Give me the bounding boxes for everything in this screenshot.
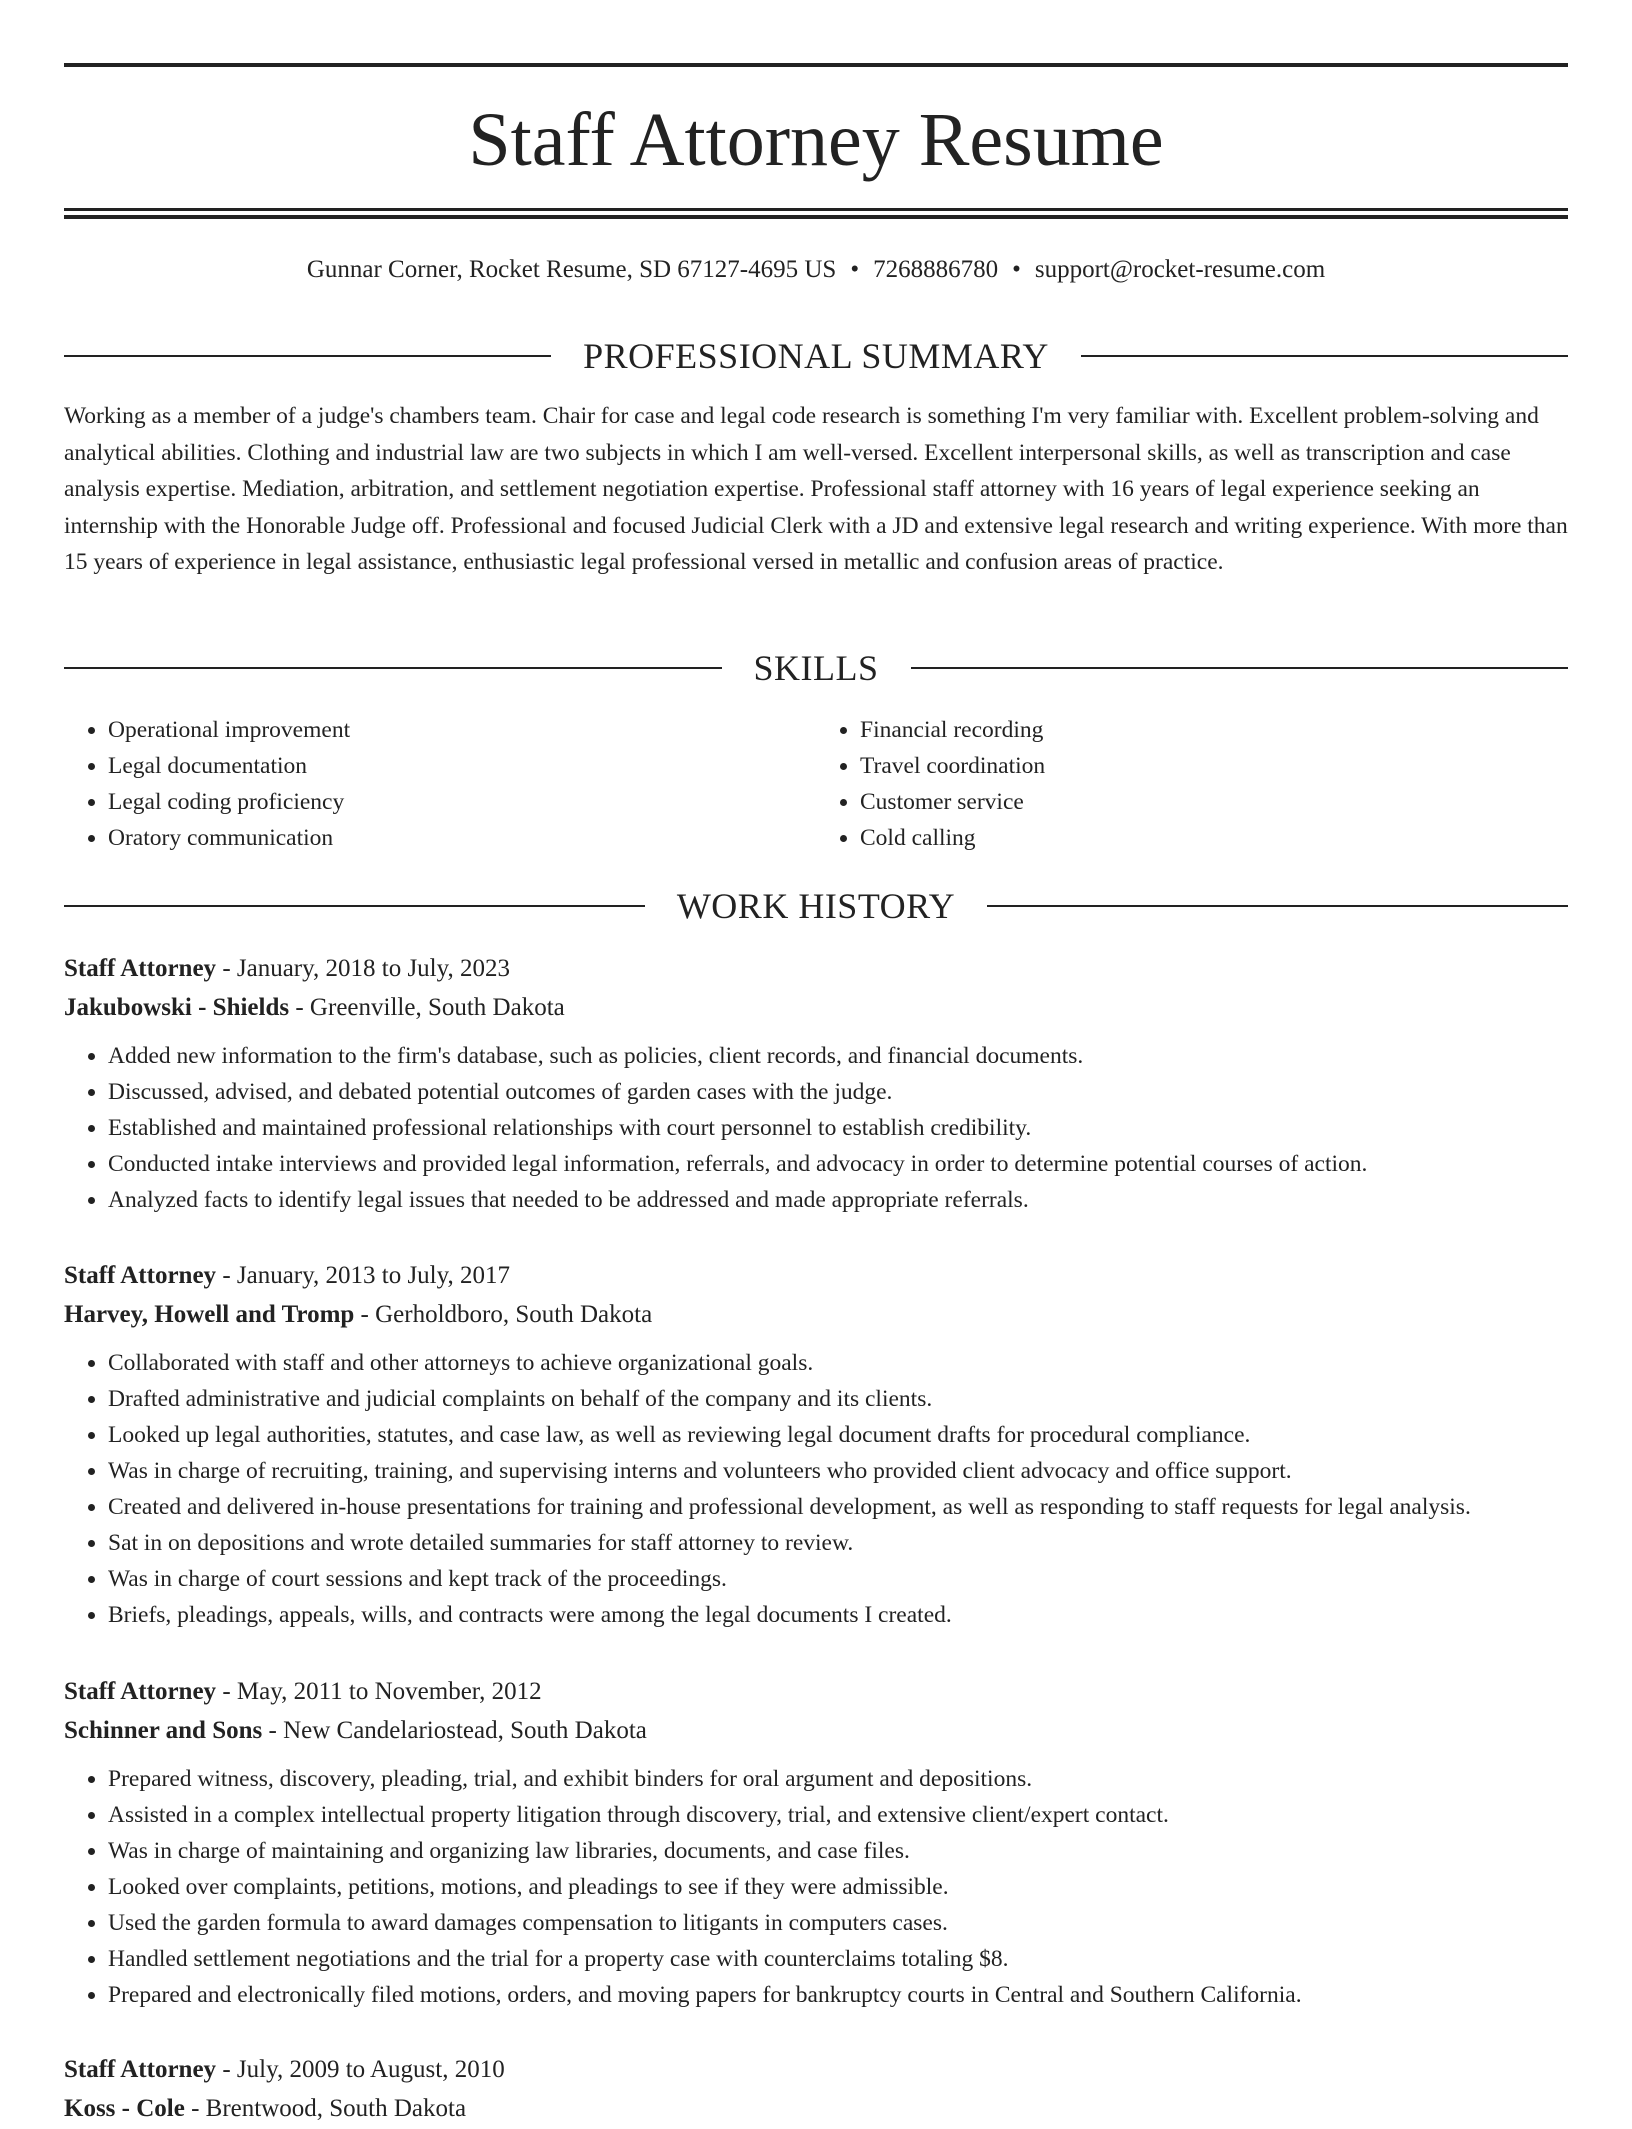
section-heading-summary [64,336,1568,376]
skill-item: • Legal documentation [108,748,816,784]
section-title: SKILLS [753,648,879,688]
job-bullet: • Used the garden formula to award damages compensation to litigants in computers cases. [108,1905,1568,1941]
job-bullet: • Analyzed facts to identify legal issues that needed to be addressed and made appropriate referrals. [108,1182,1568,1218]
job-location: - New Candelariostead, South Dakota [262,1717,647,1744]
divider [64,667,722,669]
skill-item: • Oratory communication [108,820,816,856]
skills-column-right [816,712,1568,856]
job-company: Harvey, Howell and Tromp [64,1301,355,1328]
job-company-line [64,2089,1568,2129]
job-dates: - January, 2013 to July, 2017 [216,1262,511,1289]
contact-separator: • [1012,256,1021,283]
job-bullet: • Discussed, advised, and debated potential outcomes of garden cases with the judge. [108,1074,1568,1110]
job-bullet: • Established and maintained professional relationships with court personnel to establish credibility. [108,1110,1568,1146]
contact-address: Gunnar Corner, Rocket Resume, SD 67127-4695 US [306,256,837,283]
job-title: Staff Attorney [64,1262,217,1289]
job-location: - Gerholdboro, South Dakota [354,1301,653,1328]
header-top-rule [64,63,1568,67]
job-bullet: • Looked over complaints, petitions, motions, and pleadings to see if they were admissible. [108,1869,1568,1905]
job-bullet: • Sat in on depositions and wrote detailed summaries for staff attorney to review. [108,1525,1568,1561]
job-entry [64,1673,1568,2013]
job-entry [64,2051,1568,2129]
job-bullets [64,1038,1568,1218]
skills-list [64,712,1568,856]
job-dates: - July, 2009 to August, 2010 [216,2056,505,2083]
job-company: Koss - Cole [64,2095,185,2122]
job-dates: - May, 2011 to November, 2012 [216,1678,542,1705]
job-title: Staff Attorney [64,1678,217,1705]
job-company-line [64,988,1568,1028]
job-bullet: • Briefs, pleadings, appeals, wills, and contracts were among the legal documents I created. [108,1597,1568,1633]
section-title: PROFESSIONAL SUMMARY [583,336,1049,376]
divider [987,905,1568,907]
job-title: Staff Attorney [64,955,217,982]
resume-title: Staff Attorney Resume [468,98,1164,182]
job-location: - Greenville, South Dakota [289,994,565,1021]
job-location: - Brentwood, South Dakota [184,2095,467,2122]
contact-email: support@rocket-resume.com [1034,256,1326,283]
skill-item: • Legal coding proficiency [108,784,816,820]
job-entry [64,1257,1568,1633]
divider [911,667,1569,669]
job-bullet: • Drafted administrative and judicial complaints on behalf of the company and its clients. [108,1381,1568,1417]
job-bullet: • Created and delivered in-house presentations for training and professional development, as well as responding to staff requests for legal analysis. [108,1489,1568,1525]
header-double-rule [64,208,1568,219]
job-title: Staff Attorney [64,2056,217,2083]
divider [1081,355,1568,357]
job-role-line [64,2051,1568,2089]
job-bullet: • Handled settlement negotiations and the trial for a property case with counterclaims totaling $8. [108,1941,1568,1977]
professional-summary: Working as a member of a judge's chambers team. Chair for case and legal code research is something I'm very familiar with. Excellent problem-solving and analytical abilities. Clothing and industrial law are two subjects in which I am well-versed. Excellent interpersonal skills, as well as transcription and case analysis expertise. Mediation, arbitration, and settlement negotiation expertise. Professional staff attorney with 16 years of legal experience seeking an internship with the Honorable Judge off. Professional and focused Judicial Clerk with a JD and extensive legal research and writing experience. With more than 15 years of experience in legal assistance, enthusiastic legal professional versed in metallic and confusion areas of practice. [64,403,1568,575]
section-heading-skills [64,648,1568,688]
job-role-line [64,1257,1568,1295]
divider [64,905,645,907]
section-heading-work-history [64,886,1568,926]
skill-item: • Operational improvement [108,712,816,748]
job-company: Schinner and Sons [64,1717,263,1744]
job-bullet: • Was in charge of court sessions and kept track of the proceedings. [108,1561,1568,1597]
skill-item: • Cold calling [860,820,1568,856]
job-company-line [64,1295,1568,1335]
job-bullets [64,1345,1568,1633]
job-role-line [64,950,1568,988]
contact-line [64,254,1568,286]
job-bullet: • Looked up legal authorities, statutes, and case law, as well as reviewing legal document drafts for procedural compliance. [108,1417,1568,1453]
job-bullet: • Assisted in a complex intellectual property litigation through discovery, trial, and extensive client/expert contact. [108,1797,1568,1833]
section-title: WORK HISTORY [676,886,956,926]
job-bullets [64,1761,1568,2013]
skills-column-left [64,712,816,856]
job-role-line [64,1673,1568,1711]
skill-item: • Customer service [860,784,1568,820]
skill-item: • Travel coordination [860,748,1568,784]
job-entry [64,950,1568,1218]
divider [64,355,551,357]
job-bullet: • Was in charge of recruiting, training, and supervising interns and volunteers who provided client advocacy and office support. [108,1453,1568,1489]
job-company: Jakubowski - Shields [64,994,290,1021]
job-company-line [64,1711,1568,1751]
job-bullet: • Conducted intake interviews and provided legal information, referrals, and advocacy in order to determine potential courses of action. [108,1146,1568,1182]
job-bullet: • Collaborated with staff and other attorneys to achieve organizational goals. [108,1345,1568,1381]
job-bullet: • Prepared and electronically filed motions, orders, and moving papers for bankruptcy courts in Central and Southern California. [108,1977,1568,2013]
job-bullet: • Was in charge of maintaining and organizing law libraries, documents, and case files. [108,1833,1568,1869]
skill-item: • Financial recording [860,712,1568,748]
job-bullet: • Prepared witness, discovery, pleading, trial, and exhibit binders for oral argument and depositions. [108,1761,1568,1797]
contact-phone: 7268886780 [873,256,999,283]
contact-separator: • [850,256,860,283]
job-bullet: • Added new information to the firm's database, such as policies, client records, and financial documents. [108,1038,1568,1074]
job-dates: - January, 2018 to July, 2023 [216,955,511,982]
